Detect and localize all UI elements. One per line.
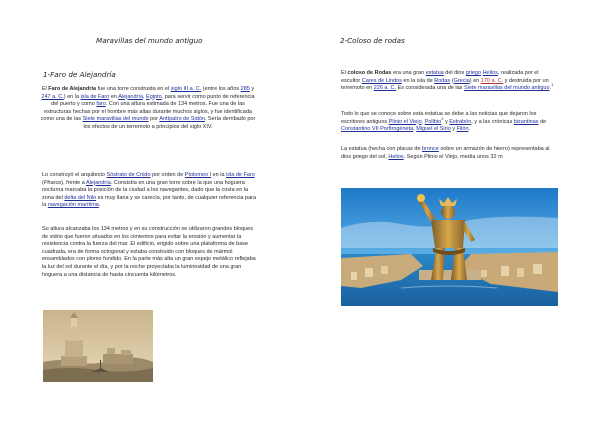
page-title: Maravillas del mundo antiguo — [96, 36, 203, 45]
link-cares[interactable]: Cares de Lindos — [361, 77, 402, 84]
link-bronce[interactable]: bronce — [422, 146, 439, 152]
link-rodas[interactable]: Rodas — [434, 77, 451, 84]
link-faro[interactable]: faro — [96, 101, 106, 108]
faro-paragraph-2: Lo construyó el arquitecto Sóstrato de Cnido por orden de Ptolomeo I en la isla de Faro (Pharos), frente a Alejandría. Consistía en una gran torre sobre la que una hoguera nocturna marcaba la posición de la ciudad a los navegantes, dado que la costa en la zona del delta del Nilo es muy llana y se carecía, por tanto, de cualquier referencia para la navegación marítima. — [42, 172, 257, 209]
lighthouse-illustration — [43, 310, 153, 382]
coloso-bold-term: coloso de Rodas — [347, 70, 392, 76]
faro-bold-term: Faro de Alejandría — [48, 86, 97, 92]
link-grecia[interactable]: Grecia — [453, 77, 470, 84]
link-egipto[interactable]: Egipto — [146, 93, 162, 100]
link-filon[interactable]: Filón — [456, 126, 469, 133]
link-polibio[interactable]: Polibio — [424, 118, 442, 125]
colossus-illustration — [341, 188, 558, 306]
link-estatua[interactable]: estatua — [425, 70, 444, 76]
link-170[interactable]: 170 a. C. — [480, 77, 504, 84]
footnote-ref-1[interactable]: 1 — [551, 82, 554, 88]
link-alejandria[interactable]: Alejandría — [118, 93, 143, 100]
section-heading-coloso: 2-Coloso de rodas — [340, 36, 405, 45]
link-ptolomeo[interactable]: Ptolomeo I — [184, 172, 212, 178]
coloso-paragraph-2: Todo lo que se conoce sobre esta estatua se debe a las noticias que dejaron los escritores antiguos Plinio el Viejo, Polibio$^2$ y Estrabón, y a las crónicas bizantinas de Constantino VII Porfirogéneta, Miguel el Sirio y Filón. — [341, 111, 547, 133]
coloso-paragraph-3: La estatua (hecha con placas de bronce sobre un armazón de hierro) representaba al dios griego del sol, Helios. Según Plinio el Viejo, medía unos 32 m — [341, 146, 550, 160]
link-285[interactable]: 285 — [240, 86, 250, 92]
right-page — [300, 0, 600, 424]
faro-paragraph-1: El Faro de Alejandría fue una torre construida en el siglo III a. C. (entre los años 285 y 247 a. C.) en la isla de Faro en Alejandría, Egipto, para servir como punto de referencia del puerto y como faro. Con una altura estimada de 134 metros. Fue una de las estructuras hechas por el hombre más altas durante muchos siglos, y fue identificada como una de las Siete maravillas del mundo por Antípatro de Sidón. Sería derribado por los efectos de un terremoto a principios del siglo XIV. — [40, 86, 256, 130]
link-bizantinas[interactable]: bizantinas — [513, 118, 539, 125]
link-247[interactable]: 247 a. C. — [41, 93, 64, 100]
section-heading-faro: 1-Faro de Alejandría — [43, 70, 116, 79]
link-plinio[interactable]: Plinio el Viejo — [388, 118, 422, 125]
link-navegacion[interactable]: navegación marítima — [47, 202, 99, 209]
link-siete-maravillas-antiguo[interactable]: Siete maravillas del mundo antiguo — [463, 85, 550, 92]
lighthouse-image — [43, 310, 153, 382]
link-isla-faro[interactable]: isla de Faro — [80, 93, 110, 100]
link-siglo-iii[interactable]: siglo III a. C. — [170, 86, 202, 92]
footnote-ref-2[interactable]: 2 — [441, 115, 444, 121]
link-226[interactable]: 226 a. C. — [373, 85, 397, 92]
link-griego[interactable]: griego — [465, 70, 482, 76]
coloso-paragraph-1: El coloso de Rodas era una gran estatua del dios griego Helios, realizada por el escultor Cares de Lindos en la isla de Rodas (Grecia) en 170 a. C. y destruida por un terremoto en 226 a. C. Es considerada una de las Siete maravillas del mundo antiguo.$^1$ — [341, 70, 554, 92]
link-isla[interactable]: isla de Faro — [226, 172, 255, 178]
link-miguel[interactable]: Miguel el Sirio — [416, 126, 451, 133]
link-helios-2[interactable]: Helios — [388, 153, 404, 160]
link-siete-maravillas[interactable]: Siete maravillas del mundo — [82, 116, 149, 123]
link-estrabon[interactable]: Estrabón — [449, 118, 472, 125]
link-sostrato[interactable]: Sóstrato de Cnido — [106, 172, 151, 178]
link-alejandria-2[interactable]: Alejandría — [86, 179, 111, 186]
link-antipatro[interactable]: Antípatro de Sidón — [159, 116, 205, 123]
link-constantino[interactable]: Constantino VII Porfirogéneta — [341, 126, 414, 133]
faro-paragraph-3: Su altura alcanzaba los 134 metros y en su construcción se utilizaron grandes bloques de vidrio que fueron situados en los cimientos para evitar la erosión y aumentar la resistencia contra la fuerza del mar. El edificio, erigido sobre una plataforma de base cuadrada, era de forma octogonal y estaba construido con bloques de mármol ensamblados con plomo fundido. En la parte más alta un gran espejo metálico reflejaba la luz del sol durante el día, y por la noche proyectaba la luminosidad de una gran hoguera a una distancia de hasta cincuenta kilómetros. — [42, 226, 256, 278]
colossus-image — [341, 188, 558, 306]
link-delta-nilo[interactable]: delta del Nilo — [64, 194, 97, 201]
link-helios[interactable]: Helios — [482, 70, 498, 76]
